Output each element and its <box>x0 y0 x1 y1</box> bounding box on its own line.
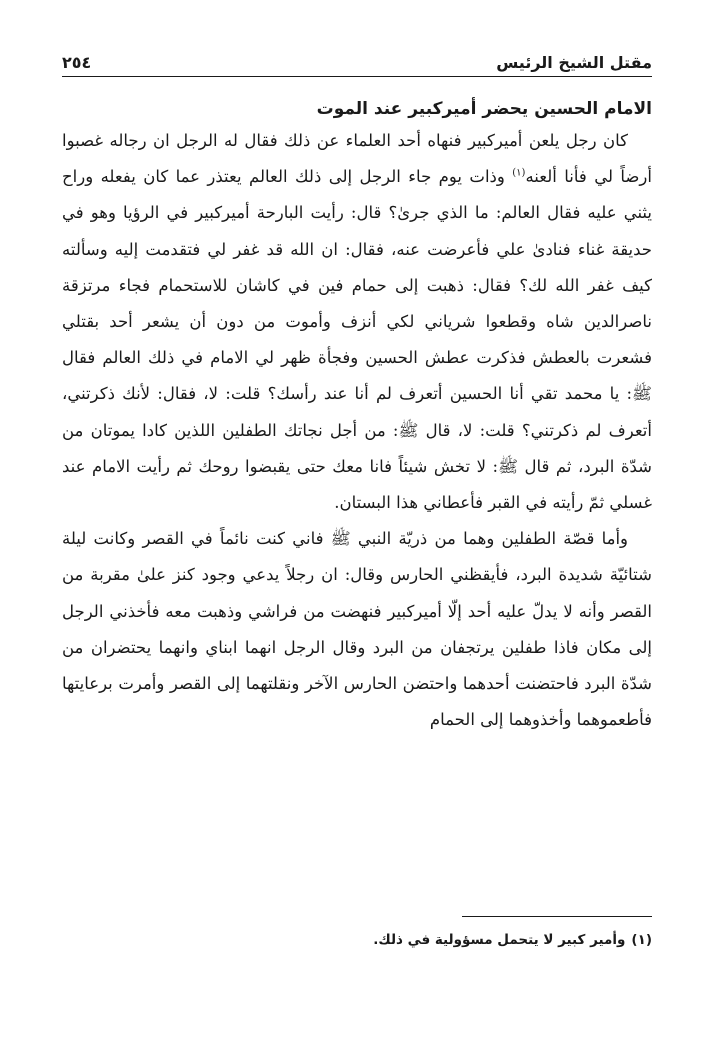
book-page <box>62 40 652 1030</box>
footnote-text: وأمير كبير لا يتحمل مسؤولية في ذلك. <box>373 932 626 948</box>
footnote-number: (١) <box>631 932 652 948</box>
section-title: الامام الحسين يحضر أميركبير عند الموت <box>316 99 652 119</box>
running-header <box>62 40 652 77</box>
paragraph-1 <box>62 123 652 521</box>
page-number: ٢٥٤ <box>62 53 92 72</box>
paragraph-1-text-end: وذات يوم جاء الرجل إلى ذلك العالم يعتذر عما كان يفعله وراح يثني عليه فقال العالم: ما الذي جرىٰ؟ قال: رأيت البارحة أميركبير في الرؤيا وهو في حديقة غناء فنادىٰ علي فأعرضت عنه، فقال: ان الله قد غفر لي فتقدمت إليه وسألته كيف غفر الله لك؟ فقال: ذهبت إلى حمام فين في كاشان للاستحمام فجاء مرتزقة ناصرالدين شاه وقطعوا شرياني لكي أنزف وأموت من دون أن يشعر أحد بقتلي فشعرت بالعطش فذكرت عطش الحسين وفجأة ظهر لي الامام في ذلك العالم فقال ﷺ: يا محمد تقي أنا الحسين أتعرف لم أنا عند رأسك؟ قلت: لا، فقال: لأنك ذكرتني، أتعرف لم ذكرتني؟ قلت: لا، قال ﷺ: من أجل نجاتك الطفلين اللذين كادا يموتان من شدّة البرد، ثم قال ﷺ: لا تخش شيئاً فانا معك حتى يقبضوا روحك ثم رأيت الامام عند غسلي ثمّ رأيته في القبر فأعطاني هذا البستان. <box>62 167 652 513</box>
paragraph-2: وأما قصّة الطفلين وهما من ذريّة النبي ﷺ فاني كنت نائماً في القصر وكانت ليلة شتائيّة شديدة البرد، فأيقظني الحارس وقال: ان رجلاً يدعي وجود كنز علىٰ مقربة من القصر وأنه لا يدلّ عليه أحد إلّا أميركبير فنهضت من فراشي وذهبت معه فأخذني الرجل إلى مكان فاذا طفلين يرتجفان من البرد وقال الرجل انهما ابناي وانهما يحتضران من شدّة البرد فاحتضنت أحدهما واحتضن الحارس الآخر ونقلتهما إلى القصر وأمرت برعايتها فأطعموهما وأخذوهما إلى الحمام <box>62 529 652 730</box>
footnote-reference: (١) <box>512 167 526 179</box>
footnote <box>62 929 652 951</box>
paragraph-1-text-start: كان رجل يلعن أميركبير فنهاه أحد العلماء عن ذلك فقال له الرجل ان رجاله غصبوا أرضاً لي فأنا ألعنه <box>62 131 652 187</box>
footnote-divider <box>462 916 652 917</box>
book-title: مقتل الشيخ الرئيس <box>496 53 652 72</box>
footnote-area <box>62 916 652 951</box>
body-text <box>62 123 652 738</box>
